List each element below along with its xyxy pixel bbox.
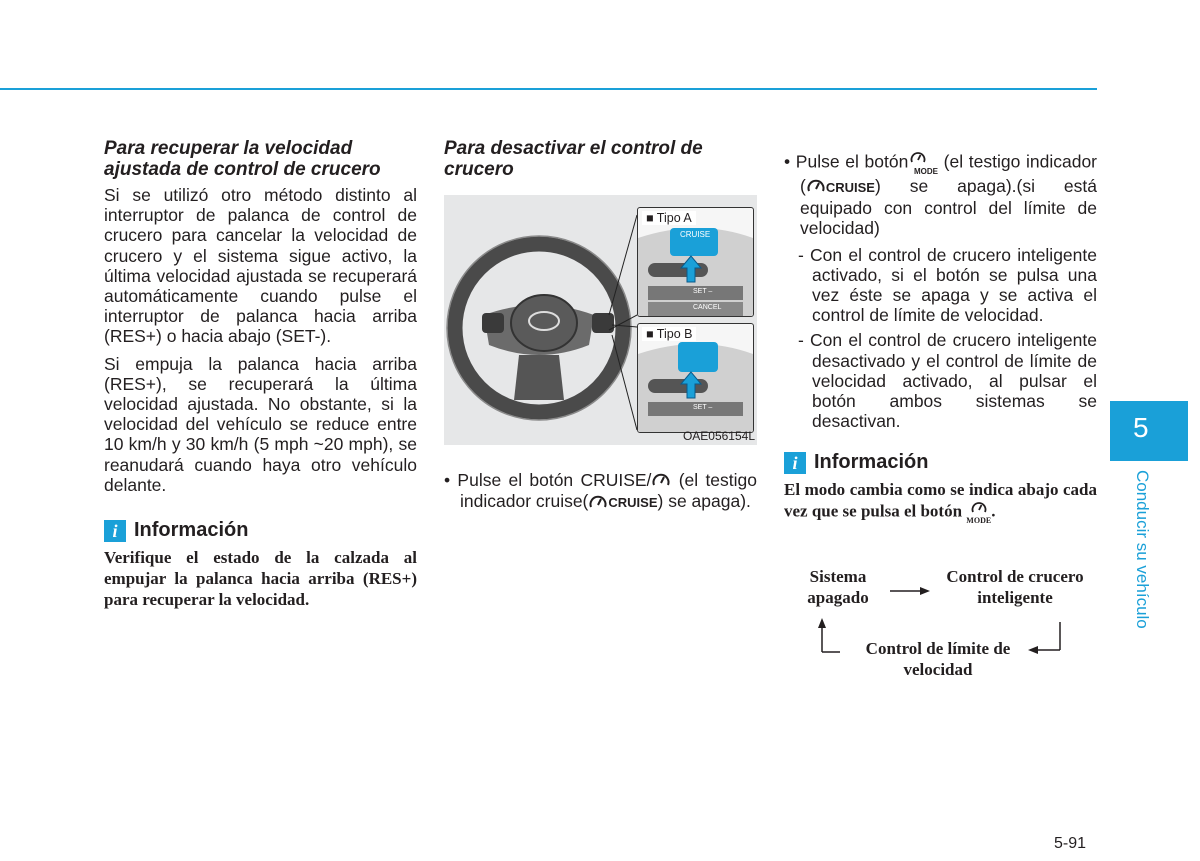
column-left [104,138,417,610]
cruise-indicator-label: CRUISE [608,495,658,511]
page-number: 5-91 [1054,835,1087,852]
speedometer-icon [651,471,671,491]
dash-item-scc-on: - Con el control de crucero inteligente activado, si el botón se pulsa una vez éste se apaga y se activa el control de límite de velocidad. [798,244,1097,326]
set-label-b: SET – [693,404,713,411]
flow-node-off: Sistema apagado [807,567,869,607]
section-heading-deactivate: Para desactivar el control de crucero [444,138,703,180]
info-header-left [104,519,417,542]
info-title-left: Información [134,519,249,542]
set-label-a: SET – [693,288,713,295]
info-text-right: El modo cambia como se indica abajo cada vez que se pulsa el botón MODE. [784,480,1097,526]
cruise-button-label: CRUISE [680,230,711,239]
inset-a-label: ■ Tipo A [642,211,696,225]
inset-type-a [637,207,754,317]
column-right [784,150,1097,525]
inset-b-label: ■ Tipo B [642,327,696,341]
flow-node-limit: Control de límite de velocidad [865,639,1011,679]
mode-button-icon: MODE [914,150,938,176]
chapter-title: Conducir su vehículo [1133,470,1152,629]
chapter-number: 5 [1133,412,1149,443]
column-middle [444,138,757,185]
dash-item-scc-off: - Con el control de crucero inteligente desactivado y el control de límite de velocidad activado, al pulsar el botón ambos sistemas se desactivan. [798,330,1097,432]
flow-arrows [790,580,1090,660]
speedometer-icon [588,493,608,513]
info-icon: i [784,452,806,474]
info-header-right [784,451,1097,474]
chapter-tab [1110,401,1188,461]
bullet-mode-off: • Pulse el botón MODE (el testigo indicador ( CRUISE) se apaga).(si está equipado con control del límite de velocidad) [784,151,1097,239]
paragraph-recover-1: Si se utilizó otro método distinto al interruptor de palanca de control de crucero para cancelar la velocidad de crucero y el sistema sigue activo, la última velocidad ajustada se recuperará automáticamente cuando pulse el interruptor de palanca hacia arriba (RES+) o hacia abajo (SET-). [104,185,417,347]
cancel-label: CANCEL [693,304,722,311]
speedometer-icon [806,177,826,197]
bullet-cruise-off: • Pulse el botón CRUISE/ (el testigo indicador cruise( CRUISE) se apaga). [444,470,758,512]
mode-button-icon: MODE [966,500,991,525]
figure-code: OAE056154L [682,429,755,443]
info-title-right: Información [814,451,929,474]
column-middle-bullet [444,470,757,520]
steering-wheel-figure [444,195,757,445]
section-heading-recover: Para recuperar la velocidad ajustada de control de crucero [104,138,381,180]
flow-node-scc: Control de crucero inteligente [946,567,1084,607]
cruise-indicator-label: CRUISE [825,180,875,195]
paragraph-recover-2: Si empuja la palanca hacia arriba (RES+), se recuperará la última velocidad ajustada. No obstante, si la velocidad del vehículo se reduce entre 10 km/h y 30 km/h (5 mph ~20 mph), se reanudará cuando haya otro vehículo delante. [104,353,417,495]
info-icon: i [104,520,126,542]
top-rule [0,88,1097,90]
inset-type-b [637,323,754,433]
info-text-left: Verifique el estado de la calzada al empujar la palanca hacia arriba (RES+) para recuperar la velocidad. [104,548,417,610]
